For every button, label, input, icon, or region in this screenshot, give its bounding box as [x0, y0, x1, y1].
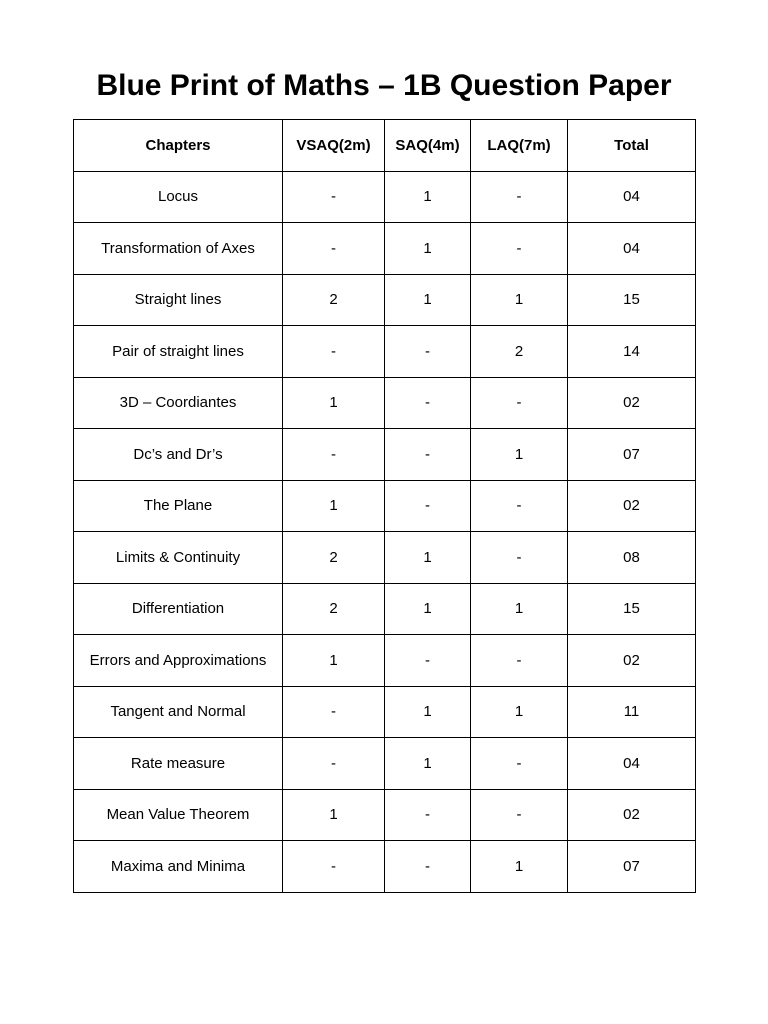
saq-cell: 1	[385, 532, 471, 584]
table-row	[74, 686, 696, 738]
saq-cell: -	[385, 429, 471, 481]
table-row	[74, 480, 696, 532]
table-row	[74, 635, 696, 687]
chapter-cell: Locus	[74, 171, 283, 223]
saq-cell: 1	[385, 738, 471, 790]
table-row	[74, 274, 696, 326]
chapter-cell: Maxima and Minima	[74, 841, 283, 893]
vsaq-cell: 1	[283, 789, 385, 841]
laq-cell: -	[471, 377, 568, 429]
vsaq-cell: 2	[283, 583, 385, 635]
vsaq-cell: 1	[283, 635, 385, 687]
saq-cell: 1	[385, 223, 471, 275]
saq-cell: 1	[385, 583, 471, 635]
laq-cell: -	[471, 223, 568, 275]
total-cell: 14	[568, 326, 696, 378]
laq-cell: -	[471, 171, 568, 223]
total-cell: 08	[568, 532, 696, 584]
total-cell: 04	[568, 171, 696, 223]
chapter-cell: Dc’s and Dr’s	[74, 429, 283, 481]
total-cell: 07	[568, 841, 696, 893]
saq-cell: 1	[385, 686, 471, 738]
table-row	[74, 583, 696, 635]
saq-cell: -	[385, 377, 471, 429]
chapter-cell: Straight lines	[74, 274, 283, 326]
vsaq-cell: 1	[283, 480, 385, 532]
table-row	[74, 171, 696, 223]
column-header-chapters: Chapters	[74, 120, 283, 172]
total-cell: 04	[568, 223, 696, 275]
total-cell: 15	[568, 583, 696, 635]
laq-cell: 2	[471, 326, 568, 378]
vsaq-cell: -	[283, 326, 385, 378]
saq-cell: 1	[385, 274, 471, 326]
chapter-cell: Transformation of Axes	[74, 223, 283, 275]
vsaq-cell: -	[283, 841, 385, 893]
chapter-cell: Errors and Approximations	[74, 635, 283, 687]
chapter-cell: Pair of straight lines	[74, 326, 283, 378]
vsaq-cell: 2	[283, 274, 385, 326]
table-row	[74, 223, 696, 275]
column-header-laq: LAQ(7m)	[471, 120, 568, 172]
laq-cell: 1	[471, 583, 568, 635]
laq-cell: -	[471, 635, 568, 687]
laq-cell: 1	[471, 429, 568, 481]
chapter-cell: The Plane	[74, 480, 283, 532]
total-cell: 02	[568, 480, 696, 532]
table-row	[74, 377, 696, 429]
saq-cell: -	[385, 789, 471, 841]
table-header-row	[74, 120, 696, 172]
total-cell: 02	[568, 635, 696, 687]
laq-cell: -	[471, 789, 568, 841]
vsaq-cell: -	[283, 686, 385, 738]
laq-cell: -	[471, 480, 568, 532]
chapter-cell: Differentiation	[74, 583, 283, 635]
laq-cell: 1	[471, 686, 568, 738]
vsaq-cell: -	[283, 171, 385, 223]
chapter-cell: Rate measure	[74, 738, 283, 790]
total-cell: 02	[568, 377, 696, 429]
saq-cell: -	[385, 841, 471, 893]
chapter-cell: Tangent and Normal	[74, 686, 283, 738]
page-title: Blue Print of Maths – 1B Question Paper	[96, 69, 672, 102]
table-row	[74, 789, 696, 841]
chapter-cell: Limits & Continuity	[74, 532, 283, 584]
laq-cell: 1	[471, 274, 568, 326]
saq-cell: -	[385, 480, 471, 532]
column-header-total: Total	[568, 120, 696, 172]
laq-cell: -	[471, 532, 568, 584]
table-row	[74, 841, 696, 893]
total-cell: 04	[568, 738, 696, 790]
column-header-saq: SAQ(4m)	[385, 120, 471, 172]
vsaq-cell: -	[283, 738, 385, 790]
vsaq-cell: 1	[283, 377, 385, 429]
saq-cell: -	[385, 326, 471, 378]
saq-cell: 1	[385, 171, 471, 223]
laq-cell: -	[471, 738, 568, 790]
table-row	[74, 429, 696, 481]
blueprint-table	[73, 119, 696, 893]
chapter-cell: Mean Value Theorem	[74, 789, 283, 841]
total-cell: 02	[568, 789, 696, 841]
vsaq-cell: -	[283, 223, 385, 275]
table-row	[74, 326, 696, 378]
total-cell: 07	[568, 429, 696, 481]
column-header-vsaq: VSAQ(2m)	[283, 120, 385, 172]
saq-cell: -	[385, 635, 471, 687]
laq-cell: 1	[471, 841, 568, 893]
vsaq-cell: -	[283, 429, 385, 481]
table-row	[74, 738, 696, 790]
total-cell: 15	[568, 274, 696, 326]
vsaq-cell: 2	[283, 532, 385, 584]
chapter-cell: 3D – Coordiantes	[74, 377, 283, 429]
table-row	[74, 532, 696, 584]
total-cell: 11	[568, 686, 696, 738]
